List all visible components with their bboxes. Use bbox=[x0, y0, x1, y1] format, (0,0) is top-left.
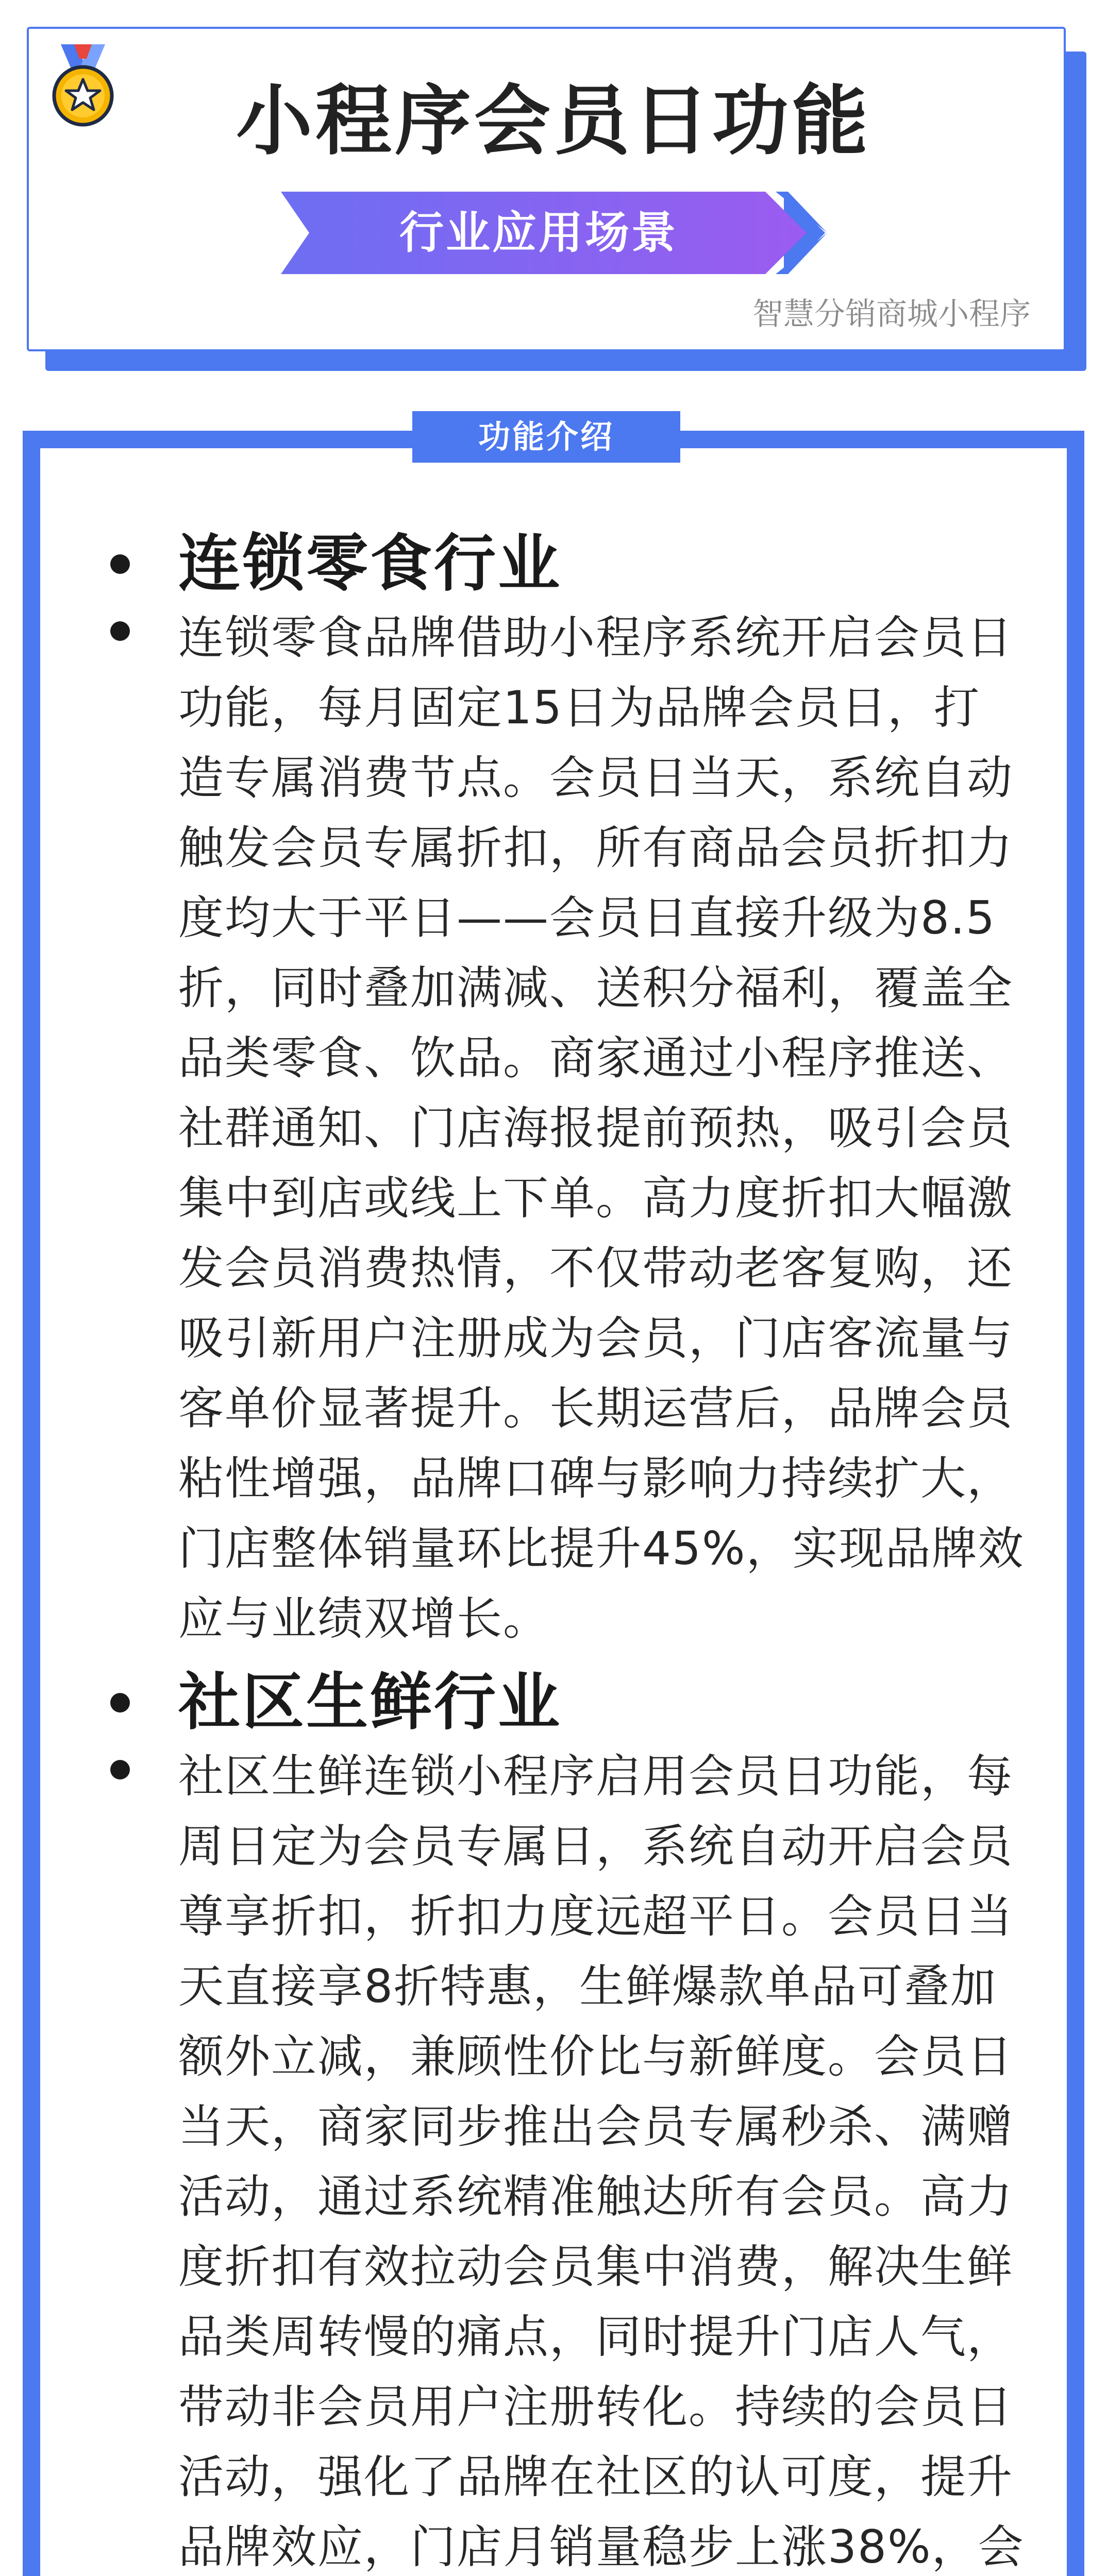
panel-label: 功能介绍 bbox=[412, 411, 680, 463]
section-heading-item bbox=[103, 526, 1026, 603]
content-list bbox=[103, 526, 1026, 2576]
section-body-item bbox=[103, 1741, 1026, 2576]
bullet-icon bbox=[110, 621, 130, 641]
brand-name: 智慧分销商城小程序 bbox=[752, 296, 1031, 332]
section-heading-item bbox=[103, 1664, 1026, 1741]
section-body: 社区生鲜连锁小程序启用会员日功能，每周日定为会员专属日，系统自动开启会员尊享折扣，折扣力度远超平日。会员日当天直接享8折特惠，生鲜爆款单品可叠加额外立减，兼顾性价比与新鲜度。会员日当天，商家同步推出会员专属秒杀、满赠活动，通过系统精准触达所有会员。高力度折扣有效拉动会员集中消费，解决生鲜品类周转慢的痛点，同时提升门店人气，带动非会员用户注册转化。持续的会员日活动，强化了品牌在社区的认可度，提升品牌效应，门店月销量稳步上涨38%，会 bbox=[178, 1750, 1025, 2573]
page-title: 小程序会员日功能 bbox=[236, 77, 871, 165]
section-body: 连锁零食品牌借助小程序系统开启会员日功能，每月固定15日为品牌会员日，打造专属消费节点。会员日当天，系统自动触发会员专属折扣，所有商品会员折扣力度均大于平日——会员日直接升级为8.5折，同时叠加满减、送积分福利，覆盖全品类零食、饮品。商家通过小程序推送、社群通知、门店海报提前预热，吸引会员集中到店或线上下单。高力度折扣大幅激发会员消费热情，不仅带动老客复购，还吸引新用户注册成为会员，门店客流量与客单价显著提升。长期运营后，品牌会员粘性增强，品牌口碑与影响力持续扩大，门店整体销量环比提升45%，实现品牌效应与业绩双增长。 bbox=[178, 611, 1025, 1645]
bullet-icon bbox=[110, 554, 130, 574]
section-heading: 连锁零食行业 bbox=[178, 528, 562, 600]
ribbon-label: 行业应用场景 bbox=[399, 207, 678, 259]
bullet-icon bbox=[110, 1760, 130, 1780]
section-body-item bbox=[103, 603, 1026, 1654]
bullet-icon bbox=[110, 1693, 130, 1713]
section-heading: 社区生鲜行业 bbox=[178, 1667, 562, 1738]
